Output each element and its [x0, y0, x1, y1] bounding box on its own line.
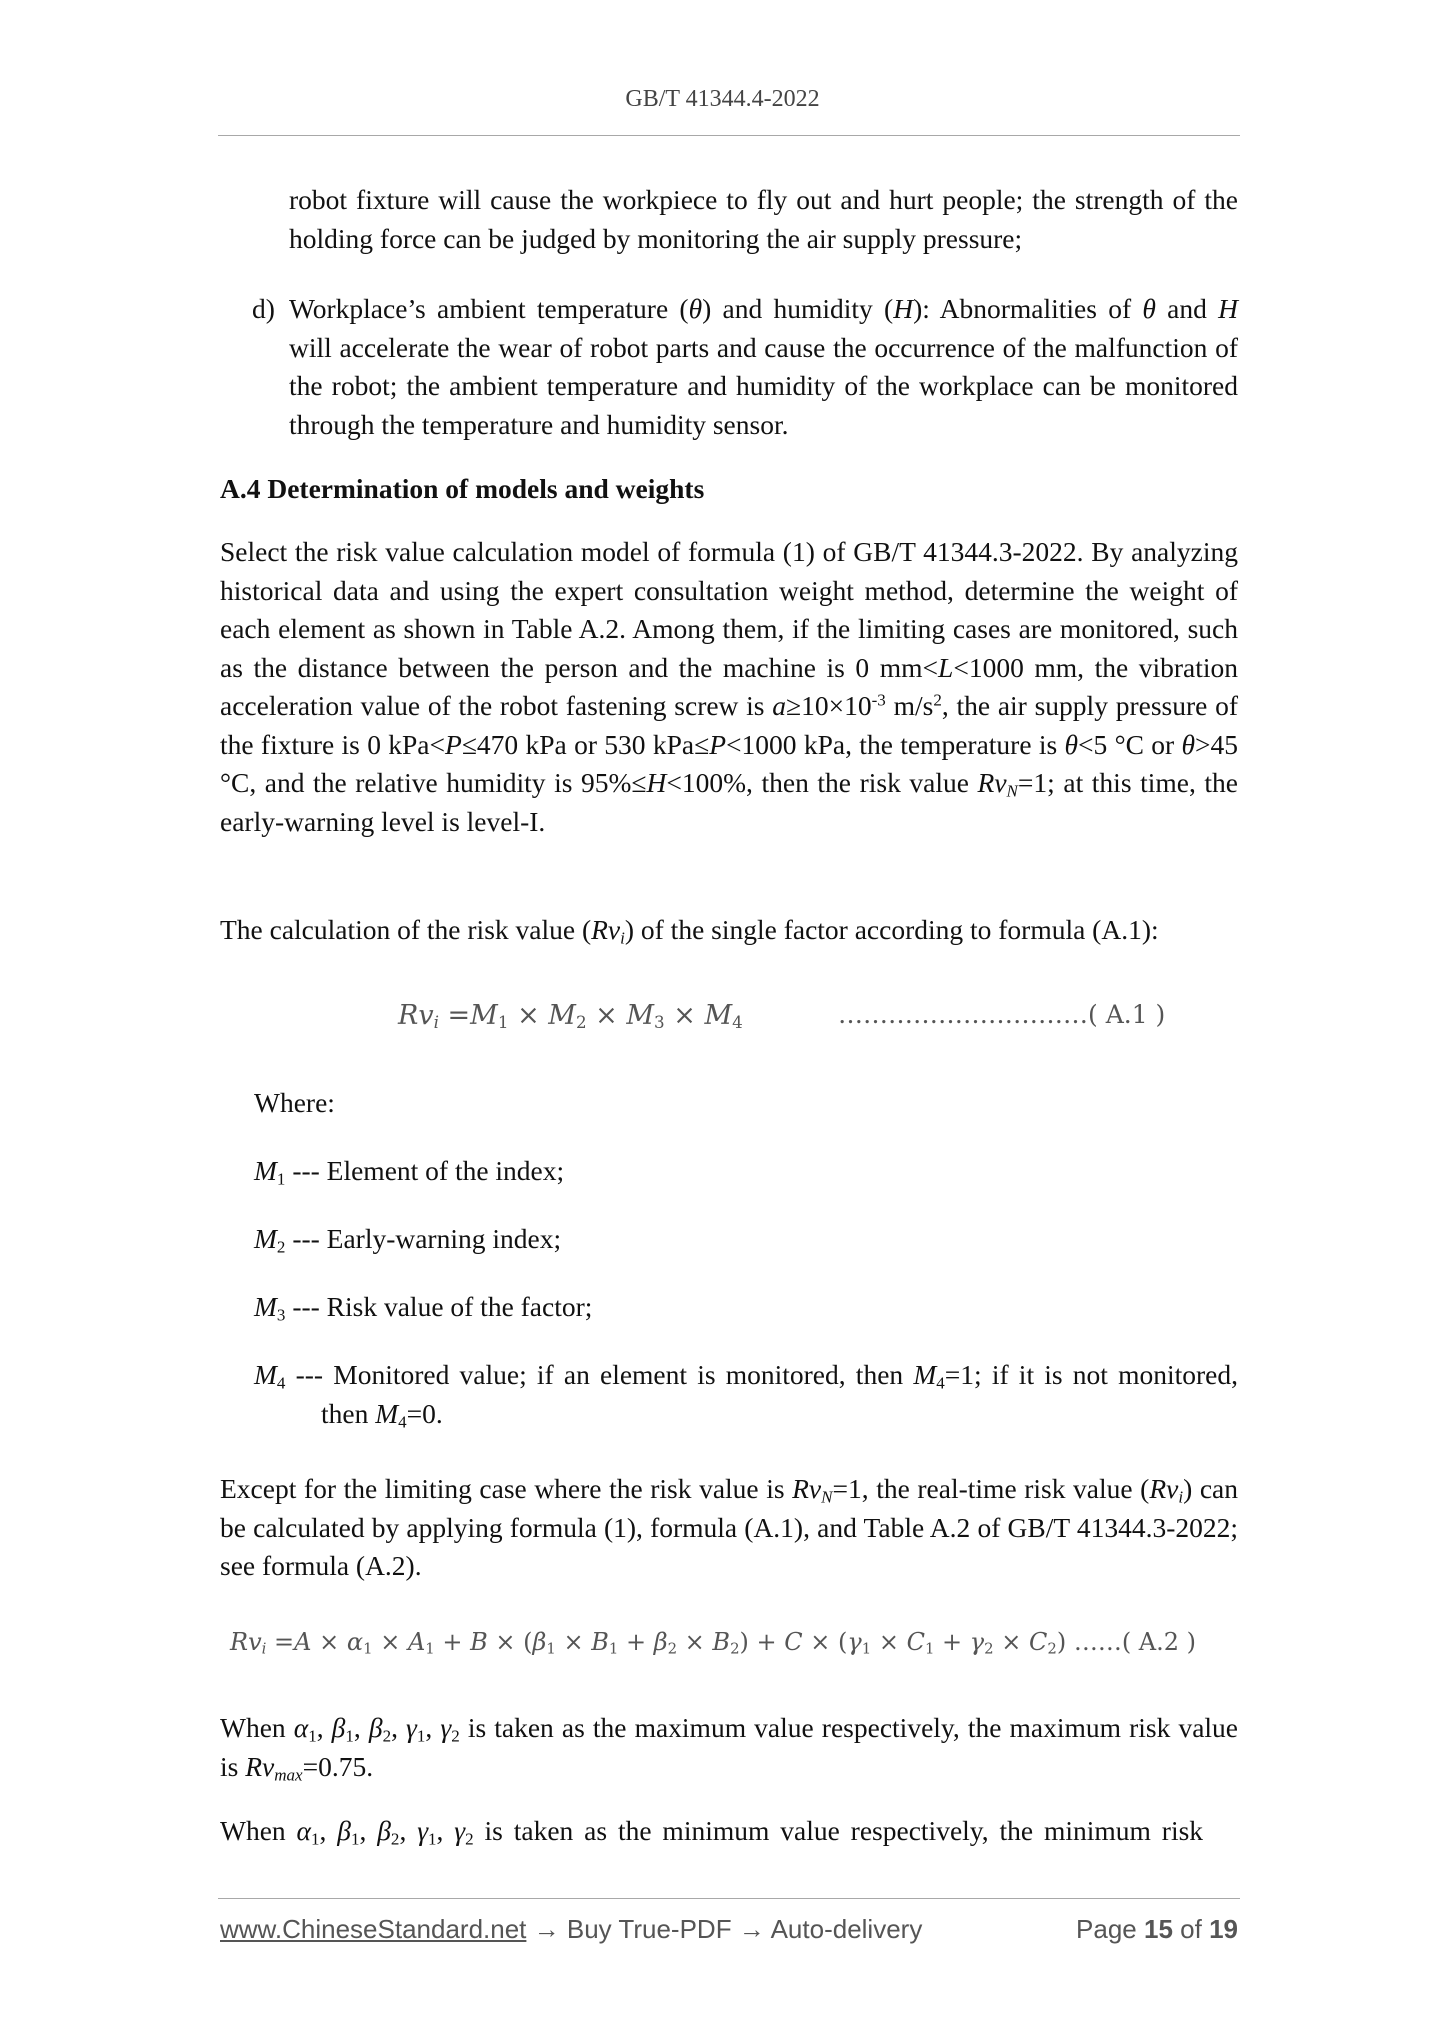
formula-a1-number: …………………………( A.1 )	[838, 1000, 1166, 1029]
page-header: GB/T 41344.4-2022	[625, 86, 820, 112]
formula-a2-number: ……( A.2 )	[1073, 1628, 1197, 1656]
paragraph-except: Except for the limiting case where the risk value is $Rv_N=1$, the real-time risk value $(Rv_i)$ can be calculated by applying formula (1), formula (A.1), and Table A.2 of GB/T 41344.3-2022; see formula (A.2).	[220, 1473, 1238, 1581]
paragraph-model-selection: Select the risk value calculation model of formula (1) of GB/T 41344.3-2022. By analyzing historical data and using the expert consultation weight method, determine the weight of each element as shown in Table A.2. Among them, if the limiting cases are monitored, such as the distance between the person and the machine is 0 mm<L<1000 mm, the vibration acceleration value of the robot fastening screw is $a\ge 10\times 10^{-3}$ $m/s^2$, the air supply pressure of the fixture is 0 kPa<P≤470 kPa or 530 kPa≤P<1000 kPa, the temperature is θ<5 °C or θ>45 °C, and the relative humidity is 95%≤H<100%, then the risk value $Rv_N=1$; at this time, the early-warning level is level-I.	[220, 536, 1239, 837]
definition-m3: $M_3$ --- Risk value of the factor;	[254, 1291, 593, 1325]
continuation-text: robot fixture will cause the workpiece to fly out and hurt people; the strength of the holding force can be judged by monitoring the air supply pressure;	[289, 184, 1238, 254]
list-item-text: Workplace’s ambient temperature (θ) and humidity (H): Abnormalities of θ and H will accelerate the wear of robot parts and cause the occurrence of the malfunction of the robot; the ambient temperature and humidity of the workplace can be monitored through the temperature and humidity sensor.	[289, 293, 1238, 440]
paragraph-min: When $\alpha_1$, $\beta_1$, $\beta_2$, $\gamma_1$, $\gamma_2$ is taken as the minimum value respectively, the minimum risk	[220, 1815, 1204, 1849]
list-item-label: d)	[252, 293, 275, 324]
where-label: Where:	[254, 1087, 335, 1118]
header-divider	[218, 135, 1240, 136]
current-page: 15	[1144, 1914, 1173, 1944]
footer-divider	[218, 1898, 1240, 1899]
definition-m4: $M_4$ --- Monitored value; if an element is monitored, then $M_4=1$; if it is not monitored, then $M_4=0$.	[254, 1359, 1239, 1431]
definition-m1: $M_1$ --- Element of the index;	[254, 1155, 565, 1189]
buy-text: → Buy True-PDF → Auto-delivery	[533, 1914, 923, 1944]
paragraph-max: When $\alpha_1$, $\beta_1$, $\beta_2$, $\gamma_1$, $\gamma_2$ is taken as the maximum value respectively, the maximum risk value is $Rv_{max}=0.75$.	[220, 1712, 1239, 1784]
formula-a2: $Rv_i =A \times \alpha_1 \times A_1 + B \times (\beta_1 \times B_1 + \beta_2 \times B_2) + C \times (\gamma_1 \times C_1 + \gamma_2 \times C_2)$ ……( A.2 )	[230, 1628, 1197, 1658]
definition-m2: $M_2$ --- Early-warning index;	[254, 1223, 562, 1257]
footer-left	[220, 1914, 922, 1945]
paragraph-single-factor: The calculation of the risk value $(Rv_i)$ of the single factor according to formula (A.1):	[220, 914, 1159, 948]
formula-a1: $Rv_i =M_1 \times M_2 \times M_3 \times M_4$	[398, 1000, 743, 1033]
section-heading: A.4 Determination of models and weights	[220, 473, 705, 504]
website-link[interactable]: www.ChineseStandard.net	[220, 1914, 527, 1944]
total-pages: 19	[1209, 1914, 1238, 1944]
page-counter: Page 15 of 19	[1076, 1914, 1238, 1944]
